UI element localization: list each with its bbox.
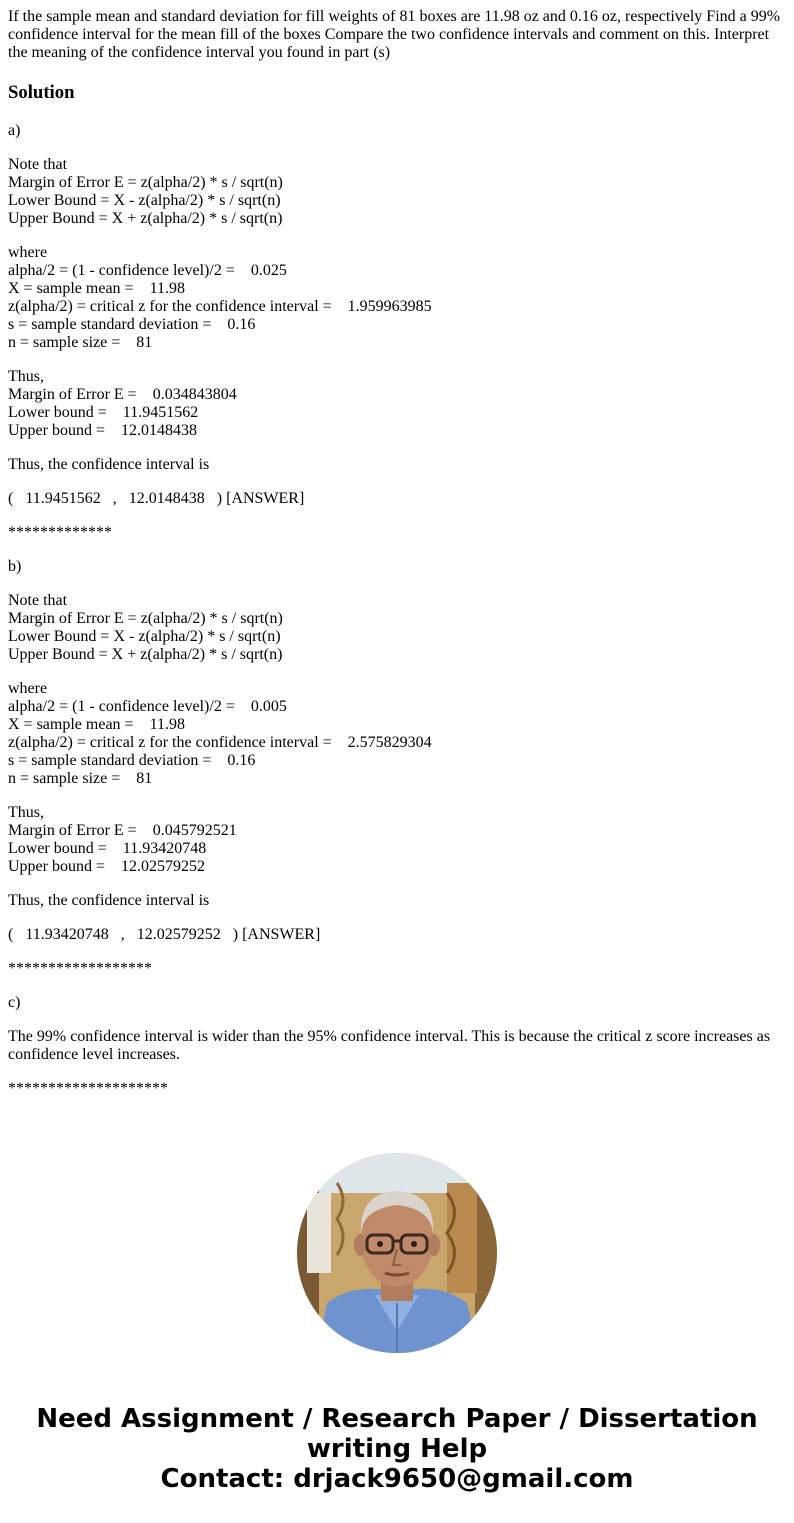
- text-line: Note that: [8, 592, 68, 609]
- text-line: where: [8, 680, 48, 697]
- part-a-note: [8, 156, 786, 228]
- text-line: Note that: [8, 156, 68, 173]
- part-c-label: c): [8, 994, 21, 1011]
- part-a-thus: [8, 368, 786, 440]
- separator-stars: *************: [8, 524, 112, 541]
- solution-heading: Solution: [8, 82, 75, 103]
- part-b-label: b): [8, 558, 22, 575]
- text-line: Upper Bound = X + z(alpha/2) * s / sqrt(n): [8, 210, 283, 227]
- separator-stars: ********************: [8, 1080, 168, 1097]
- text-line: n = sample size = 81: [8, 770, 153, 787]
- avatar-portrait: [297, 1153, 497, 1353]
- footer-line: Need Assignment / Research Paper / Dissertation: [36, 1404, 758, 1434]
- text-line: Lower Bound = X - z(alpha/2) * s / sqrt(n): [8, 192, 281, 209]
- text-line: alpha/2 = (1 - confidence level)/2 = 0.025: [8, 262, 287, 279]
- part-b-thus: [8, 804, 786, 876]
- part-c-text: The 99% confidence interval is wider than the 95% confidence interval. This is because the critical z score increases as confidence level increases.: [8, 1028, 771, 1063]
- footer-contact-email: Contact: drjack9650@gmail.com: [160, 1464, 634, 1494]
- text-line: Lower Bound = X - z(alpha/2) * s / sqrt(n): [8, 628, 281, 645]
- question-text: If the sample mean and standard deviation for fill weights of 81 boxes are 11.98 oz and 0.16 oz, respectively Find a 99% confidence interval for the mean fill of the boxes Compare the two confidence intervals and comment on this. Interpret the meaning of the confidence interval you found in part (s): [8, 8, 781, 61]
- text-line: where: [8, 244, 48, 261]
- text-line: n = sample size = 81: [8, 334, 153, 351]
- text-line: Margin of Error E = z(alpha/2) * s / sqrt(n): [8, 610, 283, 627]
- text-line: X = sample mean = 11.98: [8, 716, 185, 733]
- text-line: Lower bound = 11.9451562: [8, 404, 199, 421]
- text-line: Upper bound = 12.0148438: [8, 422, 198, 439]
- text-line: z(alpha/2) = critical z for the confidence interval = 1.959963985: [8, 298, 432, 315]
- text-line: Margin of Error E = 0.034843804: [8, 386, 237, 403]
- footer-contact-banner: [0, 1404, 794, 1494]
- text-line: s = sample standard deviation = 0.16: [8, 316, 256, 333]
- text-line: Lower bound = 11.93420748: [8, 840, 207, 857]
- part-a-ci-result: ( 11.9451562 , 12.0148438 ) [ANSWER]: [8, 490, 305, 507]
- part-a-label: a): [8, 122, 21, 139]
- text-line: Upper bound = 12.02579252: [8, 858, 206, 875]
- avatar: [297, 1153, 497, 1353]
- part-a-where: [8, 244, 786, 352]
- part-b-ci-intro: Thus, the confidence interval is: [8, 892, 210, 909]
- text-line: Upper Bound = X + z(alpha/2) * s / sqrt(n): [8, 646, 283, 663]
- text-line: Margin of Error E = z(alpha/2) * s / sqrt(n): [8, 174, 283, 191]
- separator-stars: ******************: [8, 960, 152, 977]
- footer-line: writing Help: [306, 1434, 488, 1464]
- part-a-ci-intro: Thus, the confidence interval is: [8, 456, 210, 473]
- text-line: z(alpha/2) = critical z for the confidence interval = 2.575829304: [8, 734, 432, 751]
- part-b-where: [8, 680, 786, 788]
- text-line: alpha/2 = (1 - confidence level)/2 = 0.005: [8, 698, 287, 715]
- part-b-ci-result: ( 11.93420748 , 12.02579252 ) [ANSWER]: [8, 926, 321, 943]
- text-line: Thus,: [8, 804, 44, 821]
- text-line: Thus,: [8, 368, 44, 385]
- text-line: s = sample standard deviation = 0.16: [8, 752, 256, 769]
- text-line: X = sample mean = 11.98: [8, 280, 185, 297]
- text-line: Margin of Error E = 0.045792521: [8, 822, 237, 839]
- part-b-note: [8, 592, 786, 664]
